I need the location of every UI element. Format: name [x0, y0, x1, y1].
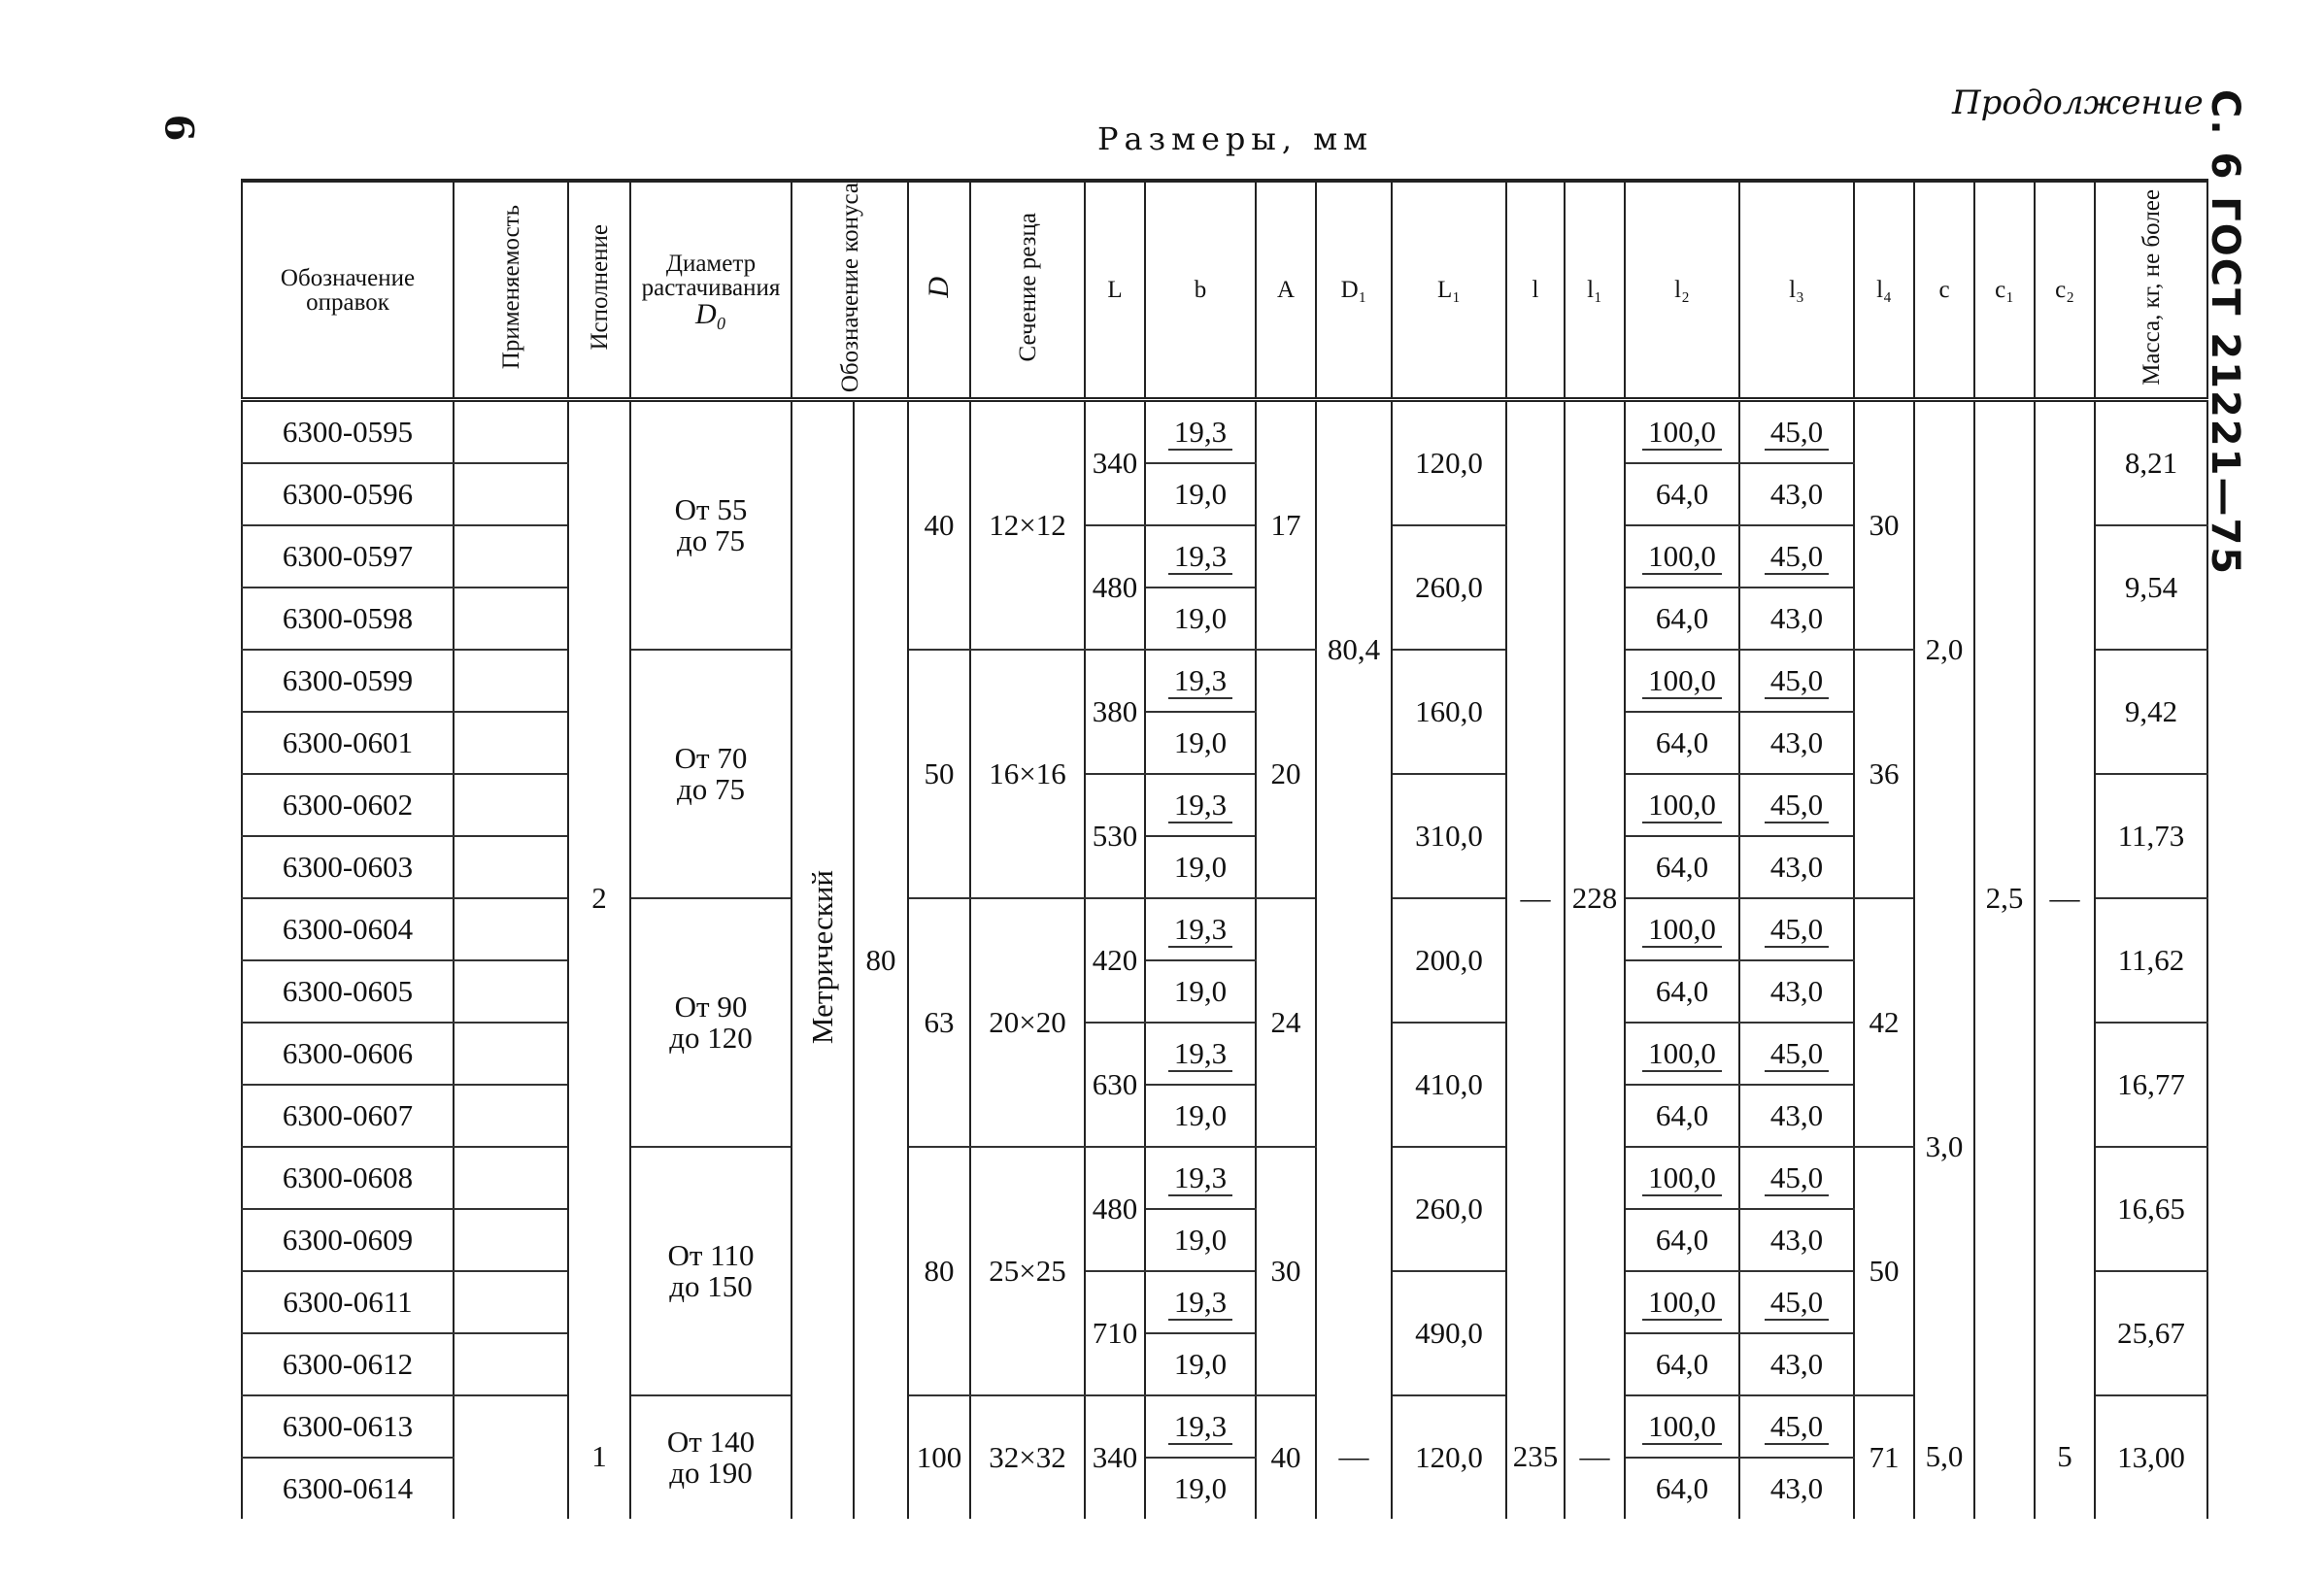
L-value: 380	[1085, 650, 1145, 774]
D1-value: —	[1316, 1395, 1392, 1519]
header-row	[242, 181, 2207, 400]
designation: 6300-0604	[242, 898, 454, 960]
b-value: 19,0	[1145, 588, 1256, 650]
cutter-section: 32×32	[970, 1395, 1085, 1519]
l3-value: 43,0	[1739, 1458, 1854, 1519]
applicability	[454, 525, 568, 588]
l3-value: 45,0	[1739, 1023, 1854, 1085]
L-value: 420	[1085, 898, 1145, 1023]
l4-value: 71	[1854, 1395, 1914, 1519]
l2-value: 100,0	[1625, 1271, 1739, 1333]
l2-value: 64,0	[1625, 1085, 1739, 1147]
header-cone: Обозначение конуса	[792, 181, 908, 400]
applicability	[454, 774, 568, 836]
spec-table-wrapper	[241, 179, 2208, 1519]
applicability	[454, 1023, 568, 1085]
mass-value: 16,65	[2095, 1147, 2207, 1271]
l2-value: 64,0	[1625, 1209, 1739, 1271]
A-value: 40	[1256, 1395, 1316, 1519]
l-value: —	[1506, 400, 1565, 1396]
header-execution: Исполнение	[568, 181, 630, 400]
header-l: l	[1506, 181, 1565, 400]
L1-value: 120,0	[1392, 1395, 1506, 1519]
l3-value: 43,0	[1739, 588, 1854, 650]
L-value: 630	[1085, 1023, 1145, 1147]
header-L1: L₁	[1392, 181, 1506, 400]
designation: 6300-0606	[242, 1023, 454, 1085]
header-l4: l₄	[1854, 181, 1914, 400]
header-mass: Масса, кг, не более	[2095, 181, 2207, 400]
mass-value: 9,42	[2095, 650, 2207, 774]
b-value: 19,3	[1145, 1395, 1256, 1458]
designation: 6300-0601	[242, 712, 454, 774]
designation: 6300-0602	[242, 774, 454, 836]
applicability	[454, 400, 568, 464]
designation: 6300-0595	[242, 400, 454, 464]
applicability	[454, 1147, 568, 1209]
D1-value	[1316, 898, 1392, 1395]
applicability	[454, 1271, 568, 1333]
designation: 6300-0614	[242, 1458, 454, 1519]
designation: 6300-0597	[242, 525, 454, 588]
b-value: 19,3	[1145, 400, 1256, 464]
A-value: 30	[1256, 1147, 1316, 1395]
c1-value	[1974, 1395, 2035, 1519]
designation: 6300-0607	[242, 1085, 454, 1147]
L1-value: 120,0	[1392, 400, 1506, 526]
header-c1: c₁	[1974, 181, 2035, 400]
header-A: A	[1256, 181, 1316, 400]
designation: 6300-0611	[242, 1271, 454, 1333]
header-l3: l₃	[1739, 181, 1854, 400]
applicability	[454, 1085, 568, 1147]
l2-value: 64,0	[1625, 1458, 1739, 1519]
c-value: 3,0	[1914, 898, 1974, 1395]
L1-value: 260,0	[1392, 1147, 1506, 1271]
header-cutter-section: Сечение резца	[970, 181, 1085, 400]
l2-value: 64,0	[1625, 463, 1739, 525]
header-designation: Обозначение оправок	[242, 181, 454, 400]
bore-diameter: От 140 до 190	[630, 1395, 792, 1519]
applicability	[454, 960, 568, 1023]
cutter-section: 25×25	[970, 1147, 1085, 1395]
A-value: 20	[1256, 650, 1316, 898]
l3-value: 45,0	[1739, 650, 1854, 712]
b-value: 19,3	[1145, 1271, 1256, 1333]
mass-value: 16,77	[2095, 1023, 2207, 1147]
b-value: 19,3	[1145, 898, 1256, 960]
l3-value: 45,0	[1739, 1395, 1854, 1458]
l3-value: 45,0	[1739, 400, 1854, 464]
designation: 6300-0603	[242, 836, 454, 898]
header-l2: l₂	[1625, 181, 1739, 400]
execution-value: 1	[568, 1395, 630, 1519]
L1-value: 200,0	[1392, 898, 1506, 1023]
b-value: 19,0	[1145, 1458, 1256, 1519]
header-c: c	[1914, 181, 1974, 400]
mass-value: 8,21	[2095, 400, 2207, 526]
designation: 6300-0598	[242, 588, 454, 650]
table-row	[242, 1395, 2207, 1458]
b-value: 19,3	[1145, 1023, 1256, 1085]
page-number: 6	[155, 114, 202, 142]
L1-value: 310,0	[1392, 774, 1506, 898]
l3-value: 43,0	[1739, 463, 1854, 525]
applicability	[454, 650, 568, 712]
designation: 6300-0596	[242, 463, 454, 525]
designation: 6300-0608	[242, 1147, 454, 1209]
designation: 6300-0599	[242, 650, 454, 712]
l4-value: 30	[1854, 400, 1914, 651]
mass-value: 13,00	[2095, 1395, 2207, 1519]
mass-value: 11,73	[2095, 774, 2207, 898]
l4-value: 50	[1854, 1147, 1914, 1395]
c1-value: 2,5	[1974, 400, 2035, 1396]
l2-value: 64,0	[1625, 960, 1739, 1023]
b-value: 19,3	[1145, 525, 1256, 588]
l2-value: 100,0	[1625, 1147, 1739, 1209]
l2-value: 100,0	[1625, 525, 1739, 588]
applicability	[454, 1209, 568, 1271]
l1-value: 228	[1565, 400, 1625, 1396]
c-value: 5,0	[1914, 1395, 1974, 1519]
L1-value: 260,0	[1392, 525, 1506, 650]
l1-value: —	[1565, 1395, 1625, 1519]
header-D: D	[908, 181, 970, 400]
l2-value: 100,0	[1625, 1395, 1739, 1458]
header-bore-diameter: Диаметр растачивания D₀	[630, 181, 792, 400]
continuation-label: Продолжение	[1952, 84, 2204, 122]
applicability	[454, 898, 568, 960]
spec-table	[241, 179, 2208, 1519]
L-value: 340	[1085, 1395, 1145, 1519]
L-value: 480	[1085, 1147, 1145, 1271]
L1-value: 410,0	[1392, 1023, 1506, 1147]
header-l1: l₁	[1565, 181, 1625, 400]
header-applicability: Применяемость	[454, 181, 568, 400]
D-value: 80	[908, 1147, 970, 1395]
cutter-section: 16×16	[970, 650, 1085, 898]
l3-value: 43,0	[1739, 1085, 1854, 1147]
L-value: 530	[1085, 774, 1145, 898]
designation: 6300-0609	[242, 1209, 454, 1271]
D-value: 40	[908, 400, 970, 651]
table-row	[242, 650, 2207, 712]
dimensions-title: Размеры, мм	[1097, 120, 1373, 157]
L1-value: 490,0	[1392, 1271, 1506, 1395]
applicability	[454, 712, 568, 774]
header-c2: c₂	[2035, 181, 2095, 400]
header-L: L	[1085, 181, 1145, 400]
l3-value: 43,0	[1739, 712, 1854, 774]
l2-value: 64,0	[1625, 836, 1739, 898]
designation: 6300-0605	[242, 960, 454, 1023]
cutter-section: 20×20	[970, 898, 1085, 1147]
applicability	[454, 1333, 568, 1395]
b-value: 19,3	[1145, 774, 1256, 836]
A-value: 24	[1256, 898, 1316, 1147]
designation: 6300-0613	[242, 1395, 454, 1458]
b-value: 19,0	[1145, 712, 1256, 774]
D-value: 100	[908, 1395, 970, 1519]
l3-value: 43,0	[1739, 960, 1854, 1023]
L-value: 480	[1085, 525, 1145, 650]
L-value: 340	[1085, 400, 1145, 526]
designation: 6300-0612	[242, 1333, 454, 1395]
l2-value: 64,0	[1625, 588, 1739, 650]
table-row	[242, 1147, 2207, 1209]
header-b: b	[1145, 181, 1256, 400]
b-value: 19,0	[1145, 960, 1256, 1023]
table-row	[242, 898, 2207, 960]
mass-value: 9,54	[2095, 525, 2207, 650]
mass-value: 11,62	[2095, 898, 2207, 1023]
b-value: 19,3	[1145, 650, 1256, 712]
l3-value: 45,0	[1739, 898, 1854, 960]
L1-value: 160,0	[1392, 650, 1506, 774]
A-value: 17	[1256, 400, 1316, 651]
applicability	[454, 836, 568, 898]
L-value: 710	[1085, 1271, 1145, 1395]
bore-diameter: От 55 до 75	[630, 400, 792, 651]
l4-value: 36	[1854, 650, 1914, 898]
bore-diameter: От 70 до 75	[630, 650, 792, 898]
b-value: 19,3	[1145, 1147, 1256, 1209]
D-value: 63	[908, 898, 970, 1147]
bore-diameter: От 110 до 150	[630, 1147, 792, 1395]
c2-value: —	[2035, 400, 2095, 1396]
execution-value: 2	[568, 400, 630, 1396]
D-value: 50	[908, 650, 970, 898]
table-row	[242, 400, 2207, 464]
l2-value: 100,0	[1625, 400, 1739, 464]
applicability	[454, 1395, 568, 1519]
l3-value: 43,0	[1739, 1333, 1854, 1395]
l3-value: 45,0	[1739, 774, 1854, 836]
b-value: 19,0	[1145, 836, 1256, 898]
l2-value: 100,0	[1625, 774, 1739, 836]
l3-value: 43,0	[1739, 836, 1854, 898]
cone-type: Метрический	[792, 400, 854, 1520]
l2-value: 100,0	[1625, 1023, 1739, 1085]
l-value: 235	[1506, 1395, 1565, 1519]
cutter-section: 12×12	[970, 400, 1085, 651]
b-value: 19,0	[1145, 1209, 1256, 1271]
l3-value: 45,0	[1739, 525, 1854, 588]
l2-value: 64,0	[1625, 1333, 1739, 1395]
l2-value: 64,0	[1625, 712, 1739, 774]
applicability	[454, 463, 568, 525]
b-value: 19,0	[1145, 1333, 1256, 1395]
header-D1: D₁	[1316, 181, 1392, 400]
cone-size: 80	[854, 400, 908, 1520]
l3-value: 45,0	[1739, 1271, 1854, 1333]
l2-value: 100,0	[1625, 898, 1739, 960]
c-value: 2,0	[1914, 400, 1974, 899]
applicability	[454, 588, 568, 650]
b-value: 19,0	[1145, 463, 1256, 525]
b-value: 19,0	[1145, 1085, 1256, 1147]
mass-value: 25,67	[2095, 1271, 2207, 1395]
D1-value: 80,4	[1316, 400, 1392, 899]
l2-value: 100,0	[1625, 650, 1739, 712]
l4-value: 42	[1854, 898, 1914, 1147]
bore-diameter: От 90 до 120	[630, 898, 792, 1147]
l3-value: 45,0	[1739, 1147, 1854, 1209]
c2-value: 5	[2035, 1395, 2095, 1519]
standard-reference: С. 6 ГОСТ 21221—75	[2203, 89, 2247, 577]
l3-value: 43,0	[1739, 1209, 1854, 1271]
